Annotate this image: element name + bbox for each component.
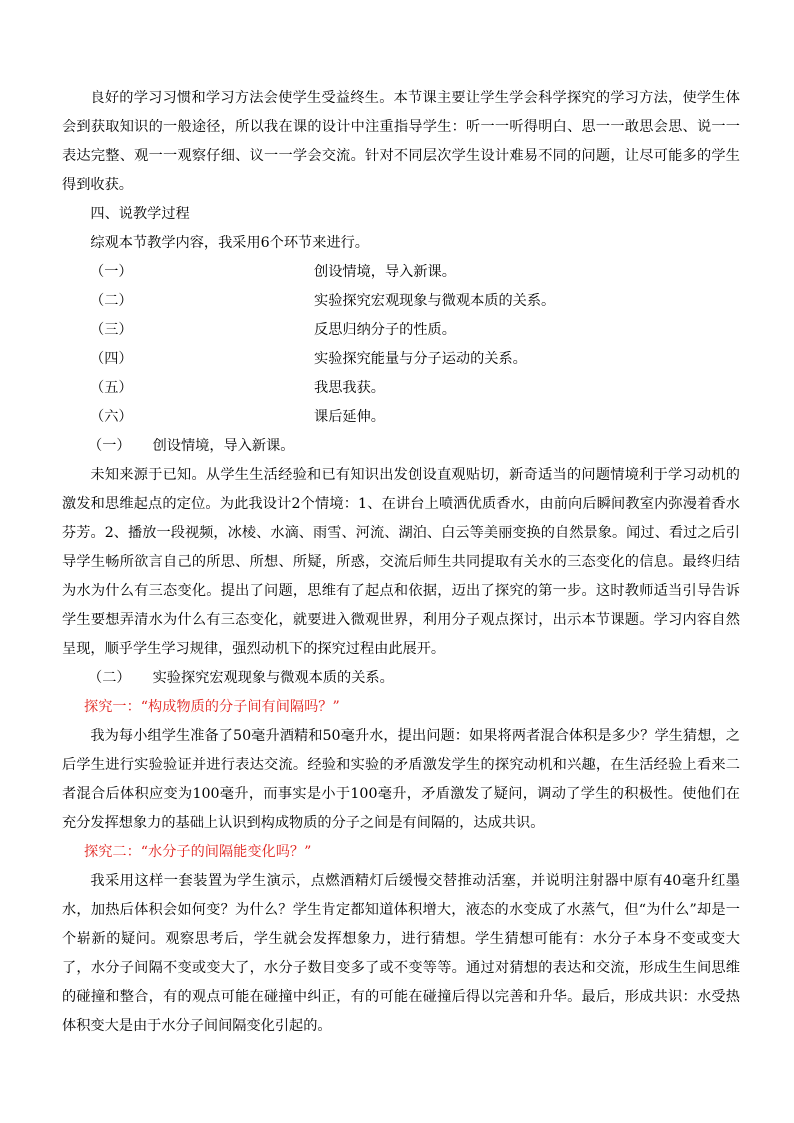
inquiry1-body: 我为每小组学生准备了50毫升酒精和50毫升水，提出问题：如果将两者混合体积是多少？学生猜想，之后学生进行实验验证并进行表达交流。经验和实验的矛盾激发学生的探究动机和兴趣，在生活经验上看来二者混合后体积应变为100毫升，而事实是小于100毫升，矛盾激发了疑问，调动了学生的积极性。使他们在充分发挥想象力的基础上认识到构成物质的分子之间是有间隔的，达成共识。 bbox=[62, 728, 740, 831]
heading-teaching-process: 四、说教学过程 bbox=[90, 206, 190, 222]
step-text: 实验探究能量与分子运动的关系。 bbox=[314, 351, 527, 367]
list-item bbox=[62, 374, 740, 403]
step-number: （一） bbox=[90, 264, 133, 280]
list-item bbox=[62, 316, 740, 345]
inquiry2-title: 探究二：“水分子的间隔能变化吗？” bbox=[84, 844, 312, 860]
paragraph-learning-habits: 良好的学习习惯和学习方法会使学生受益终生。本节课主要让学生学会科学探究的学习方法，使学生体会到获取知识的一般途径，所以我在课的设计中注重指导学生：听一一听得明白、思一一敢思会思、说一一表达完整、观一一观察仔细、议一一学会交流。针对不同层次学生设计难易不同的问题，让尽可能多的学生得到收获。 bbox=[62, 90, 740, 193]
section1-body: 未知来源于已知。从学生生活经验和已有知识出发创设直观贴切，新奇适当的问题情境利于学习动机的激发和思维起点的定位。为此我设计2个情境：1、在讲台上喷洒优质香水，由前向后瞬间教室内弥漫着香水芬芳。2、播放一段视频，冰棱、水滴、雨雪、河流、湖泊、白云等美丽变换的自然景象。闻过、看过之后引导学生畅所欲言自己的所思、所想、所疑，所惑，交流后师生共同提取有关水的三态变化的信息。最终归结为水为什么有三态变化。提出了问题，思维有了起点和依据，迈出了探究的第一步。这时教师适当引导告诉学生要想弄清水为什么有三态变化，就要进入微观世界，利用分子观点探讨，出示本节课题。学习内容自然呈现，顺乎学生学习规律，强烈动机下的探究过程由此展开。 bbox=[62, 467, 740, 657]
step-number: （六） bbox=[90, 409, 133, 425]
paragraph-intro: 综观本节教学内容，我采用6个环节来进行。 bbox=[90, 235, 369, 251]
list-item bbox=[62, 258, 740, 287]
list-item bbox=[62, 287, 740, 316]
section2-title: 实验探究宏观现象与微观本质的关系。 bbox=[152, 670, 394, 686]
inquiry1-title: 探究一：“构成物质的分子间有间隔吗？” bbox=[84, 699, 340, 715]
step-text: 课后延伸。 bbox=[314, 409, 385, 425]
inquiry2-body: 我采用这样一套装置为学生演示，点燃酒精灯后缓慢交替推动活塞，并说明注射器中原有40毫升红墨水，加热后体积会如何变？为什么？学生肯定都知道体积增大，液态的水变成了水蒸气，但“为什么”却是一个崭新的疑问。观察思考后，学生就会发挥想象力，进行猜想。学生猜想可能有：水分子本身不变或变大了，水分子间隔不变或变大了，水分子数目变多了或不变等等。通过对猜想的表达和交流，形成生生间思维的碰撞和整合，有的观点可能在碰撞中纠正，有的可能在碰撞后得以完善和升华。最后，形成共识：水受热体积变大是由于水分子间间隔变化引起的。 bbox=[62, 873, 740, 1034]
section2-number: （二） bbox=[88, 670, 131, 686]
document-body bbox=[62, 84, 740, 1041]
section1-title: 创设情境，导入新课。 bbox=[152, 438, 295, 454]
step-number: （五） bbox=[90, 380, 133, 396]
steps-list bbox=[62, 258, 740, 432]
step-text: 实验探究宏观现象与微观本质的关系。 bbox=[314, 293, 556, 309]
step-number: （二） bbox=[90, 293, 133, 309]
step-text: 反思归纳分子的性质。 bbox=[314, 322, 456, 338]
step-number: （四） bbox=[90, 351, 133, 367]
step-number: （三） bbox=[90, 322, 133, 338]
step-text: 创设情境，导入新课。 bbox=[314, 264, 456, 280]
section2-heading bbox=[62, 664, 740, 693]
list-item bbox=[62, 403, 740, 432]
list-item bbox=[62, 345, 740, 374]
section1-number: （一） bbox=[88, 438, 131, 454]
step-text: 我思我获。 bbox=[314, 380, 385, 396]
section1-heading bbox=[62, 432, 740, 461]
